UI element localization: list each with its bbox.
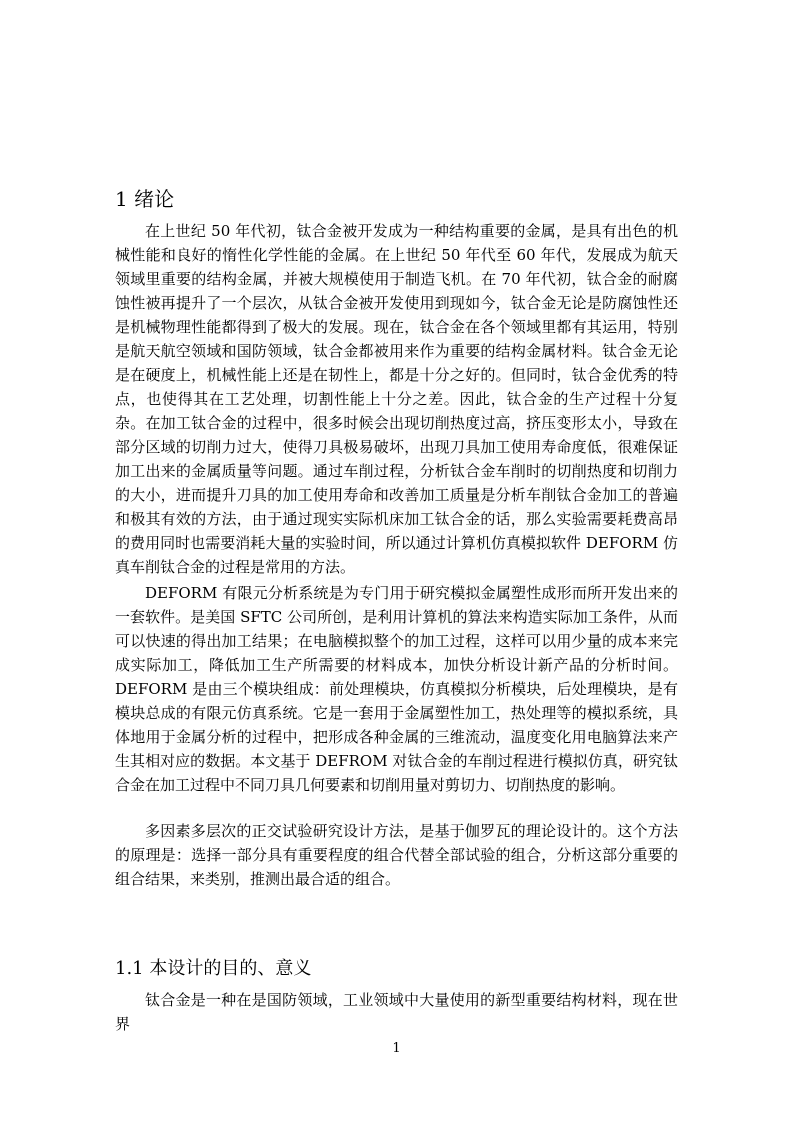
paragraph-3 <box>115 819 678 891</box>
paragraph-2 <box>115 581 678 797</box>
section-heading: 1.1 本设计的目的、意义 <box>115 958 312 979</box>
paragraph-1 <box>115 219 678 579</box>
page-number: 1 <box>392 1041 401 1056</box>
paragraph-text: 钛合金是一种在是国防领域，工业领域中大量使用的新型重要结构材料，现在世界 <box>115 991 678 1033</box>
paragraph-text: DEFORM 有限元分析系统是为专门用于研究模拟金属塑性成形而所开发出来的一套软件。是美国 SFTC 公司所创，是利用计算机的算法来构造实际加工条件，从而可以快速的得出加工结果；在电脑模拟整个的加工过程，这样可以用少量的成本来完成实际加工，降低加工生产所需要的材料成本，加快分析设计新产品的分析时间。DEFORM 是由三个模块组成：前处理模块，仿真模拟分析模块，后处理模块，是有模块总成的有限元仿真系统。它是一套用于金属塑性加工，热处理等的模拟系统，具体地用于金属分析的过程中，把形成各种金属的三维流动，温度变化用电脑算法来产生其相对应的数据。本文基于 DEFROM 对钛合金的车削过程进行模拟仿真，研究钛合金在加工过程中不同刀具几何要素和切削用量对剪切力、切削热度的影响。 <box>115 584 678 794</box>
paragraph-4 <box>115 988 678 1036</box>
paragraph-text: 多因素多层次的正交试验研究设计方法，是基于伽罗瓦的理论设计的。这个方法的原理是：选择一部分具有重要程度的组合代替全部试验的组合，分析这部分重要的组合结果，来类别，推测出最合适的组合。 <box>115 822 678 888</box>
paragraph-text: 在上世纪 50 年代初，钛合金被开发成为一种结构重要的金属，是具有出色的机械性能和良好的惰性化学性能的金属。在上世纪 50 年代至 60 年代，发展成为航天领域里重要的结构金属，并被大规模使用于制造飞机。在 70 年代初，钛合金的耐腐蚀性被再提升了一个层次，从钛合金被开发使用到现如今，钛合金无论是防腐蚀性还是机械物理性能都得到了极大的发展。现在，钛合金在各个领域里都有其运用，特别是航天航空领域和国防领域，钛合金都被用来作为重要的结构金属材料。钛合金无论是在硬度上，机械性能上还是在韧性上，都是十分之好的。但同时，钛合金优秀的特点，也使得其在工艺处理，切割性能上十分之差。因此，钛合金的生产过程十分复杂。在加工钛合金的过程中，很多时候会出现切削热度过高，挤压变形太小，导致在部分区域的切削力过大，使得刀具极易破坏，出现刀具加工使用寿命度低，很难保证加工出来的金属质量等问题。通过车削过程，分析钛合金车削时的切削热度和切削力的大小，进而提升刀具的加工使用寿命和改善加工质量是分析车削钛合金加工的普遍和极其有效的方法，由于通过现实实际机床加工钛合金的话，那么实验需要耗费高昂的费用同时也需要消耗大量的实验时间，所以通过计算机仿真模拟软件 DEFORM 仿真车削钛合金的过程是常用的方法。 <box>115 222 678 576</box>
chapter-heading: 1 绪论 <box>115 187 175 211</box>
